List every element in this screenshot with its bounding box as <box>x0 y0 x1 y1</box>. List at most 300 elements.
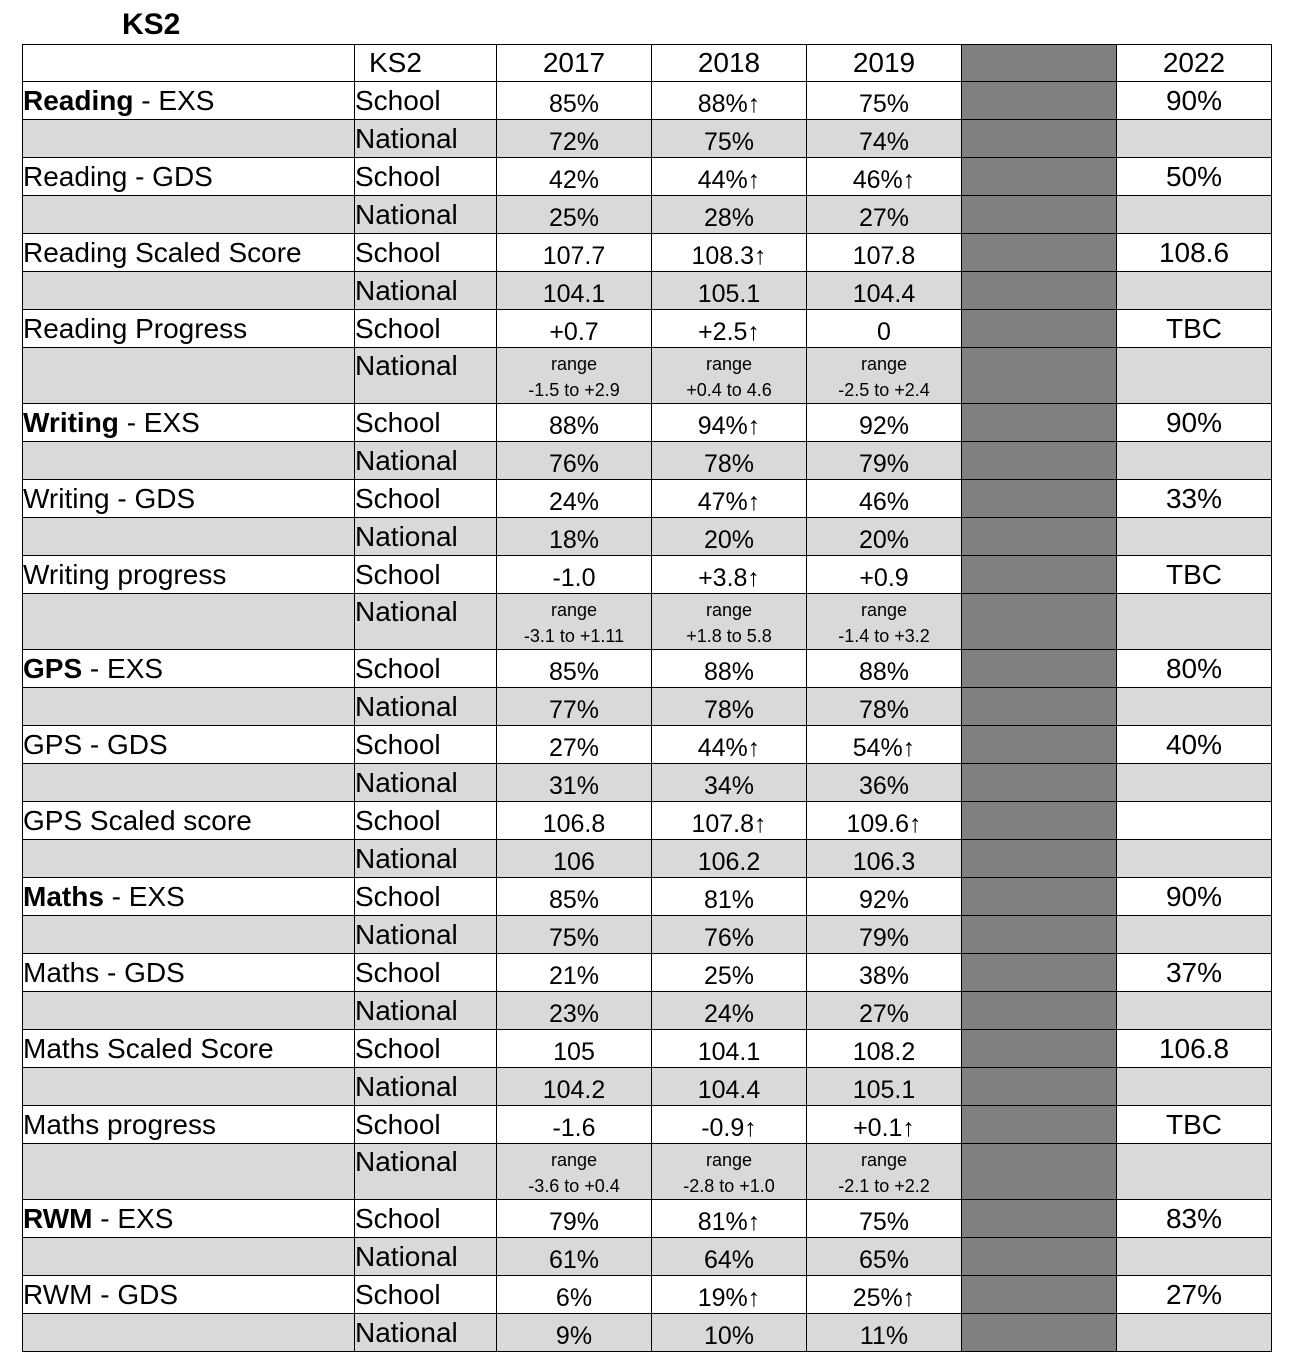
value-text: 0 <box>877 318 891 346</box>
value-cell <box>497 1238 652 1276</box>
range-value: -2.1 to +2.2 <box>838 1176 930 1196</box>
value-cell <box>652 1276 807 1314</box>
value-cell <box>807 650 962 688</box>
table-row <box>23 916 1272 954</box>
value-text: 42% <box>548 166 600 194</box>
range-label: range <box>705 600 753 620</box>
target-cell <box>1117 1314 1272 1352</box>
group-cell: National <box>355 1068 497 1106</box>
value-text: 75% <box>858 90 910 118</box>
range-label: range <box>860 1150 908 1170</box>
subject-label: RWM - GDS <box>23 1278 179 1310</box>
group-cell: School <box>355 650 497 688</box>
group-cell: School <box>355 1200 497 1238</box>
target-cell: TBC <box>1117 556 1272 594</box>
range-value: -3.6 to +0.4 <box>528 1176 620 1196</box>
range-value: -1.4 to +3.2 <box>838 626 930 646</box>
value-text: +0.1 <box>853 1114 903 1142</box>
subject-label: Writing - GDS <box>23 482 196 514</box>
subject-label: GPS - GDS <box>23 728 168 760</box>
value-text: 20% <box>858 526 910 554</box>
gap-cell <box>962 726 1117 764</box>
value-text: 44% <box>697 734 748 762</box>
value-cell <box>807 954 962 992</box>
value-text: 25% <box>852 1284 903 1312</box>
value-cell <box>807 82 962 120</box>
value-cell <box>807 802 962 840</box>
target-cell <box>1117 196 1272 234</box>
value-cell <box>497 82 652 120</box>
target-cell <box>1117 1068 1272 1106</box>
value-cell <box>497 1030 652 1068</box>
value-cell <box>652 650 807 688</box>
value-cell <box>497 1106 652 1144</box>
value-text: 106.3 <box>852 848 916 876</box>
target-cell: 27% <box>1117 1276 1272 1314</box>
value-text: 75% <box>548 924 600 952</box>
value-text: 46% <box>858 488 910 516</box>
value-text: +2.5 <box>698 318 748 346</box>
value-text: 61% <box>548 1246 600 1274</box>
group-cell: National <box>355 840 497 878</box>
value-cell <box>652 442 807 480</box>
subject-label: - EXS <box>118 406 200 438</box>
group-cell: National <box>355 1238 497 1276</box>
value-cell <box>807 916 962 954</box>
target-cell <box>1117 594 1272 650</box>
gap-cell <box>962 840 1117 878</box>
subject-label: Reading Progress <box>23 312 248 344</box>
gap-cell <box>962 1030 1117 1068</box>
subject-cell <box>23 802 355 840</box>
up-arrow-icon: ↑ <box>747 734 761 762</box>
value-text: 106.2 <box>697 848 761 876</box>
value-text: 25% <box>548 204 600 232</box>
value-cell <box>652 726 807 764</box>
value-text: 104.2 <box>542 1076 606 1104</box>
value-cell <box>497 1068 652 1106</box>
group-cell: National <box>355 764 497 802</box>
gap-cell <box>962 404 1117 442</box>
subject-cell <box>23 556 355 594</box>
value-text: 81% <box>697 1208 748 1236</box>
value-cell <box>497 442 652 480</box>
value-text: 28% <box>703 204 755 232</box>
subject-label: Reading - GDS <box>23 160 213 192</box>
value-text: 10% <box>703 1322 755 1350</box>
value-cell <box>807 1030 962 1068</box>
value-cell <box>807 840 962 878</box>
range-value: +1.8 to 5.8 <box>686 626 772 646</box>
table-row <box>23 518 1272 556</box>
subject-bold-label: RWM <box>23 1202 93 1234</box>
value-text: 64% <box>703 1246 755 1274</box>
value-text: 109.6 <box>846 810 910 838</box>
subject-cell <box>23 442 355 480</box>
value-text: 72% <box>548 128 600 156</box>
group-cell: School <box>355 726 497 764</box>
value-text: 108.3 <box>691 242 755 270</box>
subject-cell <box>23 348 355 404</box>
table-row <box>23 878 1272 916</box>
value-cell <box>652 916 807 954</box>
target-cell: TBC <box>1117 310 1272 348</box>
up-arrow-icon: ↑ <box>902 166 916 194</box>
table-row <box>23 650 1272 688</box>
value-cell <box>652 404 807 442</box>
table-row <box>23 954 1272 992</box>
value-cell <box>652 688 807 726</box>
target-cell <box>1117 916 1272 954</box>
target-cell: TBC <box>1117 1106 1272 1144</box>
subject-cell <box>23 196 355 234</box>
value-cell <box>807 196 962 234</box>
group-cell: School <box>355 404 497 442</box>
value-cell <box>497 992 652 1030</box>
value-cell <box>652 1030 807 1068</box>
gap-cell <box>962 1200 1117 1238</box>
subject-label: GPS Scaled score <box>23 804 252 836</box>
value-cell <box>652 594 807 650</box>
target-cell: 37% <box>1117 954 1272 992</box>
group-cell: National <box>355 992 497 1030</box>
table-row <box>23 1144 1272 1200</box>
value-cell <box>807 1200 962 1238</box>
value-cell <box>652 158 807 196</box>
value-text: 24% <box>703 1000 755 1028</box>
subject-cell <box>23 234 355 272</box>
group-cell: National <box>355 688 497 726</box>
gap-cell <box>962 272 1117 310</box>
target-cell <box>1117 518 1272 556</box>
value-cell <box>652 954 807 992</box>
table-row <box>23 726 1272 764</box>
subject-cell <box>23 650 355 688</box>
value-cell <box>807 518 962 556</box>
group-cell: National <box>355 594 497 650</box>
group-cell: School <box>355 158 497 196</box>
table-row <box>23 480 1272 518</box>
value-text: 104.1 <box>697 1038 761 1066</box>
gap-cell <box>962 954 1117 992</box>
header-year-2019: 2019 <box>807 45 962 82</box>
table-row <box>23 594 1272 650</box>
value-cell <box>652 802 807 840</box>
value-text: 34% <box>703 772 755 800</box>
value-cell <box>497 120 652 158</box>
table-row <box>23 1068 1272 1106</box>
subject-cell <box>23 1200 355 1238</box>
range-label: range <box>705 354 753 374</box>
group-cell: School <box>355 954 497 992</box>
value-text: 88% <box>548 412 600 440</box>
value-cell <box>497 650 652 688</box>
value-text: 27% <box>548 734 600 762</box>
value-cell <box>652 764 807 802</box>
value-cell <box>652 1144 807 1200</box>
value-cell <box>652 310 807 348</box>
value-cell <box>497 310 652 348</box>
gap-cell <box>962 196 1117 234</box>
subject-bold-label: Reading <box>23 84 134 116</box>
table-row <box>23 272 1272 310</box>
subject-cell <box>23 992 355 1030</box>
target-cell <box>1117 442 1272 480</box>
gap-cell <box>962 1106 1117 1144</box>
table-row <box>23 1238 1272 1276</box>
value-cell <box>807 764 962 802</box>
value-text: 88% <box>703 658 755 686</box>
value-cell <box>807 348 962 404</box>
range-value: +0.4 to 4.6 <box>686 380 772 400</box>
gap-cell <box>962 594 1117 650</box>
header-subject-cell <box>23 45 355 82</box>
group-cell: School <box>355 802 497 840</box>
value-text: 65% <box>858 1246 910 1274</box>
table-row <box>23 992 1272 1030</box>
gap-cell <box>962 1144 1117 1200</box>
target-cell <box>1117 840 1272 878</box>
gap-cell <box>962 802 1117 840</box>
range-value: -3.1 to +1.11 <box>523 626 625 646</box>
subject-cell <box>23 82 355 120</box>
subject-label: Writing progress <box>23 558 227 590</box>
subject-cell <box>23 1144 355 1200</box>
value-cell <box>807 1106 962 1144</box>
value-text: 46% <box>852 166 903 194</box>
up-arrow-icon: ↑ <box>902 1284 916 1312</box>
value-cell <box>807 992 962 1030</box>
value-text: 27% <box>858 1000 910 1028</box>
table-row <box>23 840 1272 878</box>
gap-cell <box>962 688 1117 726</box>
value-text: 21% <box>548 962 600 990</box>
gap-cell <box>962 82 1117 120</box>
value-text: +3.8 <box>698 564 748 592</box>
target-cell <box>1117 992 1272 1030</box>
value-text: 19% <box>697 1284 748 1312</box>
target-cell <box>1117 1144 1272 1200</box>
value-cell <box>497 272 652 310</box>
value-cell <box>652 234 807 272</box>
gap-cell <box>962 518 1117 556</box>
subject-cell <box>23 518 355 556</box>
value-text: 92% <box>858 412 910 440</box>
value-text: -1.6 <box>552 1114 596 1142</box>
value-text: 78% <box>858 696 910 724</box>
subject-bold-label: Writing <box>23 406 119 438</box>
subject-bold-label: GPS <box>23 652 83 684</box>
value-text: 6% <box>555 1284 593 1312</box>
value-cell <box>807 404 962 442</box>
value-cell <box>652 1106 807 1144</box>
value-text: 78% <box>703 696 755 724</box>
target-cell <box>1117 348 1272 404</box>
subject-cell <box>23 764 355 802</box>
subject-cell <box>23 916 355 954</box>
range-label: range <box>550 354 598 374</box>
value-cell <box>807 594 962 650</box>
table-row <box>23 1030 1272 1068</box>
value-text: 76% <box>703 924 755 952</box>
value-cell <box>807 120 962 158</box>
gap-cell <box>962 348 1117 404</box>
value-text: 76% <box>548 450 600 478</box>
value-cell <box>652 518 807 556</box>
subject-cell <box>23 1106 355 1144</box>
up-arrow-icon: ↑ <box>747 166 761 194</box>
value-text: 107.7 <box>542 242 606 270</box>
value-text: 107.8 <box>852 242 916 270</box>
up-arrow-icon: ↑ <box>754 242 767 270</box>
value-text: 85% <box>548 658 600 686</box>
table-row <box>23 556 1272 594</box>
value-cell <box>497 1200 652 1238</box>
value-text: 107.8 <box>691 810 755 838</box>
group-cell: National <box>355 442 497 480</box>
subject-cell <box>23 120 355 158</box>
value-cell <box>807 556 962 594</box>
up-arrow-icon: ↑ <box>747 564 760 592</box>
value-cell <box>497 726 652 764</box>
value-cell <box>652 82 807 120</box>
gap-cell <box>962 234 1117 272</box>
subject-cell <box>23 726 355 764</box>
group-cell: School <box>355 1030 497 1068</box>
up-arrow-icon: ↑ <box>747 1284 761 1312</box>
group-cell: National <box>355 196 497 234</box>
gap-cell <box>962 764 1117 802</box>
subject-cell <box>23 688 355 726</box>
range-label: range <box>860 354 908 374</box>
gap-cell <box>962 158 1117 196</box>
value-text: 105 <box>553 1038 595 1066</box>
value-text: 94% <box>697 412 748 440</box>
up-arrow-icon: ↑ <box>902 1114 915 1142</box>
value-text: -0.9 <box>701 1114 745 1142</box>
subject-cell <box>23 1068 355 1106</box>
range-value: -1.5 to +2.9 <box>528 380 620 400</box>
value-cell <box>652 556 807 594</box>
value-text: 79% <box>548 1208 600 1236</box>
value-cell <box>807 310 962 348</box>
group-cell: School <box>355 556 497 594</box>
value-text: 54% <box>852 734 903 762</box>
value-text: 85% <box>548 886 600 914</box>
target-cell: 50% <box>1117 158 1272 196</box>
up-arrow-icon: ↑ <box>747 90 761 118</box>
up-arrow-icon: ↑ <box>754 810 767 838</box>
value-cell <box>807 1276 962 1314</box>
value-cell <box>497 196 652 234</box>
value-text: +0.7 <box>549 318 599 346</box>
value-text: 47% <box>697 488 748 516</box>
value-cell <box>807 726 962 764</box>
table-row <box>23 348 1272 404</box>
group-cell: School <box>355 1276 497 1314</box>
value-cell <box>652 992 807 1030</box>
table-row <box>23 158 1272 196</box>
value-cell <box>497 234 652 272</box>
value-cell <box>807 878 962 916</box>
subject-cell <box>23 1030 355 1068</box>
value-text: 20% <box>703 526 755 554</box>
range-label: range <box>705 1150 753 1170</box>
group-cell: School <box>355 1106 497 1144</box>
subject-label: - EXS <box>103 880 185 912</box>
header-gap-cell <box>962 45 1117 82</box>
value-text: 75% <box>858 1208 910 1236</box>
value-text: 23% <box>548 1000 600 1028</box>
value-cell <box>652 878 807 916</box>
subject-label: Maths progress <box>23 1108 216 1140</box>
value-cell <box>807 158 962 196</box>
value-cell <box>807 234 962 272</box>
gap-cell <box>962 992 1117 1030</box>
value-text: 108.2 <box>852 1038 916 1066</box>
table-row <box>23 1106 1272 1144</box>
subject-cell <box>23 480 355 518</box>
header-year-2017: 2017 <box>497 45 652 82</box>
subject-label: - EXS <box>82 652 164 684</box>
up-arrow-icon: ↑ <box>902 734 916 762</box>
value-text: 9% <box>555 1322 593 1350</box>
target-cell <box>1117 272 1272 310</box>
value-cell <box>497 840 652 878</box>
value-cell <box>807 272 962 310</box>
value-cell <box>497 1314 652 1352</box>
subject-label: Maths Scaled Score <box>23 1032 274 1064</box>
target-cell <box>1117 688 1272 726</box>
subject-cell <box>23 1276 355 1314</box>
range-label: range <box>550 600 598 620</box>
value-cell <box>652 1068 807 1106</box>
value-cell <box>497 518 652 556</box>
group-cell: School <box>355 310 497 348</box>
subject-cell <box>23 840 355 878</box>
target-cell <box>1117 120 1272 158</box>
group-cell: National <box>355 1314 497 1352</box>
value-text: +0.9 <box>859 564 909 592</box>
value-cell <box>497 404 652 442</box>
table-row <box>23 196 1272 234</box>
table-row <box>23 120 1272 158</box>
target-cell: 90% <box>1117 82 1272 120</box>
up-arrow-icon: ↑ <box>744 1114 757 1142</box>
header-year-2018: 2018 <box>652 45 807 82</box>
value-text: 36% <box>858 772 910 800</box>
table-row <box>23 404 1272 442</box>
subject-cell <box>23 404 355 442</box>
target-cell: 108.6 <box>1117 234 1272 272</box>
value-cell <box>652 272 807 310</box>
group-cell: School <box>355 878 497 916</box>
gap-cell <box>962 1068 1117 1106</box>
value-text: 105.1 <box>852 1076 916 1104</box>
table-row <box>23 82 1272 120</box>
value-text: 106.8 <box>542 810 606 838</box>
header-target-year: 2022 <box>1117 45 1272 82</box>
value-text: 104.4 <box>852 280 916 308</box>
target-cell: 80% <box>1117 650 1272 688</box>
value-cell <box>807 1238 962 1276</box>
subject-cell <box>23 954 355 992</box>
value-cell <box>652 1314 807 1352</box>
range-label: range <box>550 1150 598 1170</box>
group-cell: School <box>355 234 497 272</box>
value-cell <box>497 480 652 518</box>
value-cell <box>497 878 652 916</box>
